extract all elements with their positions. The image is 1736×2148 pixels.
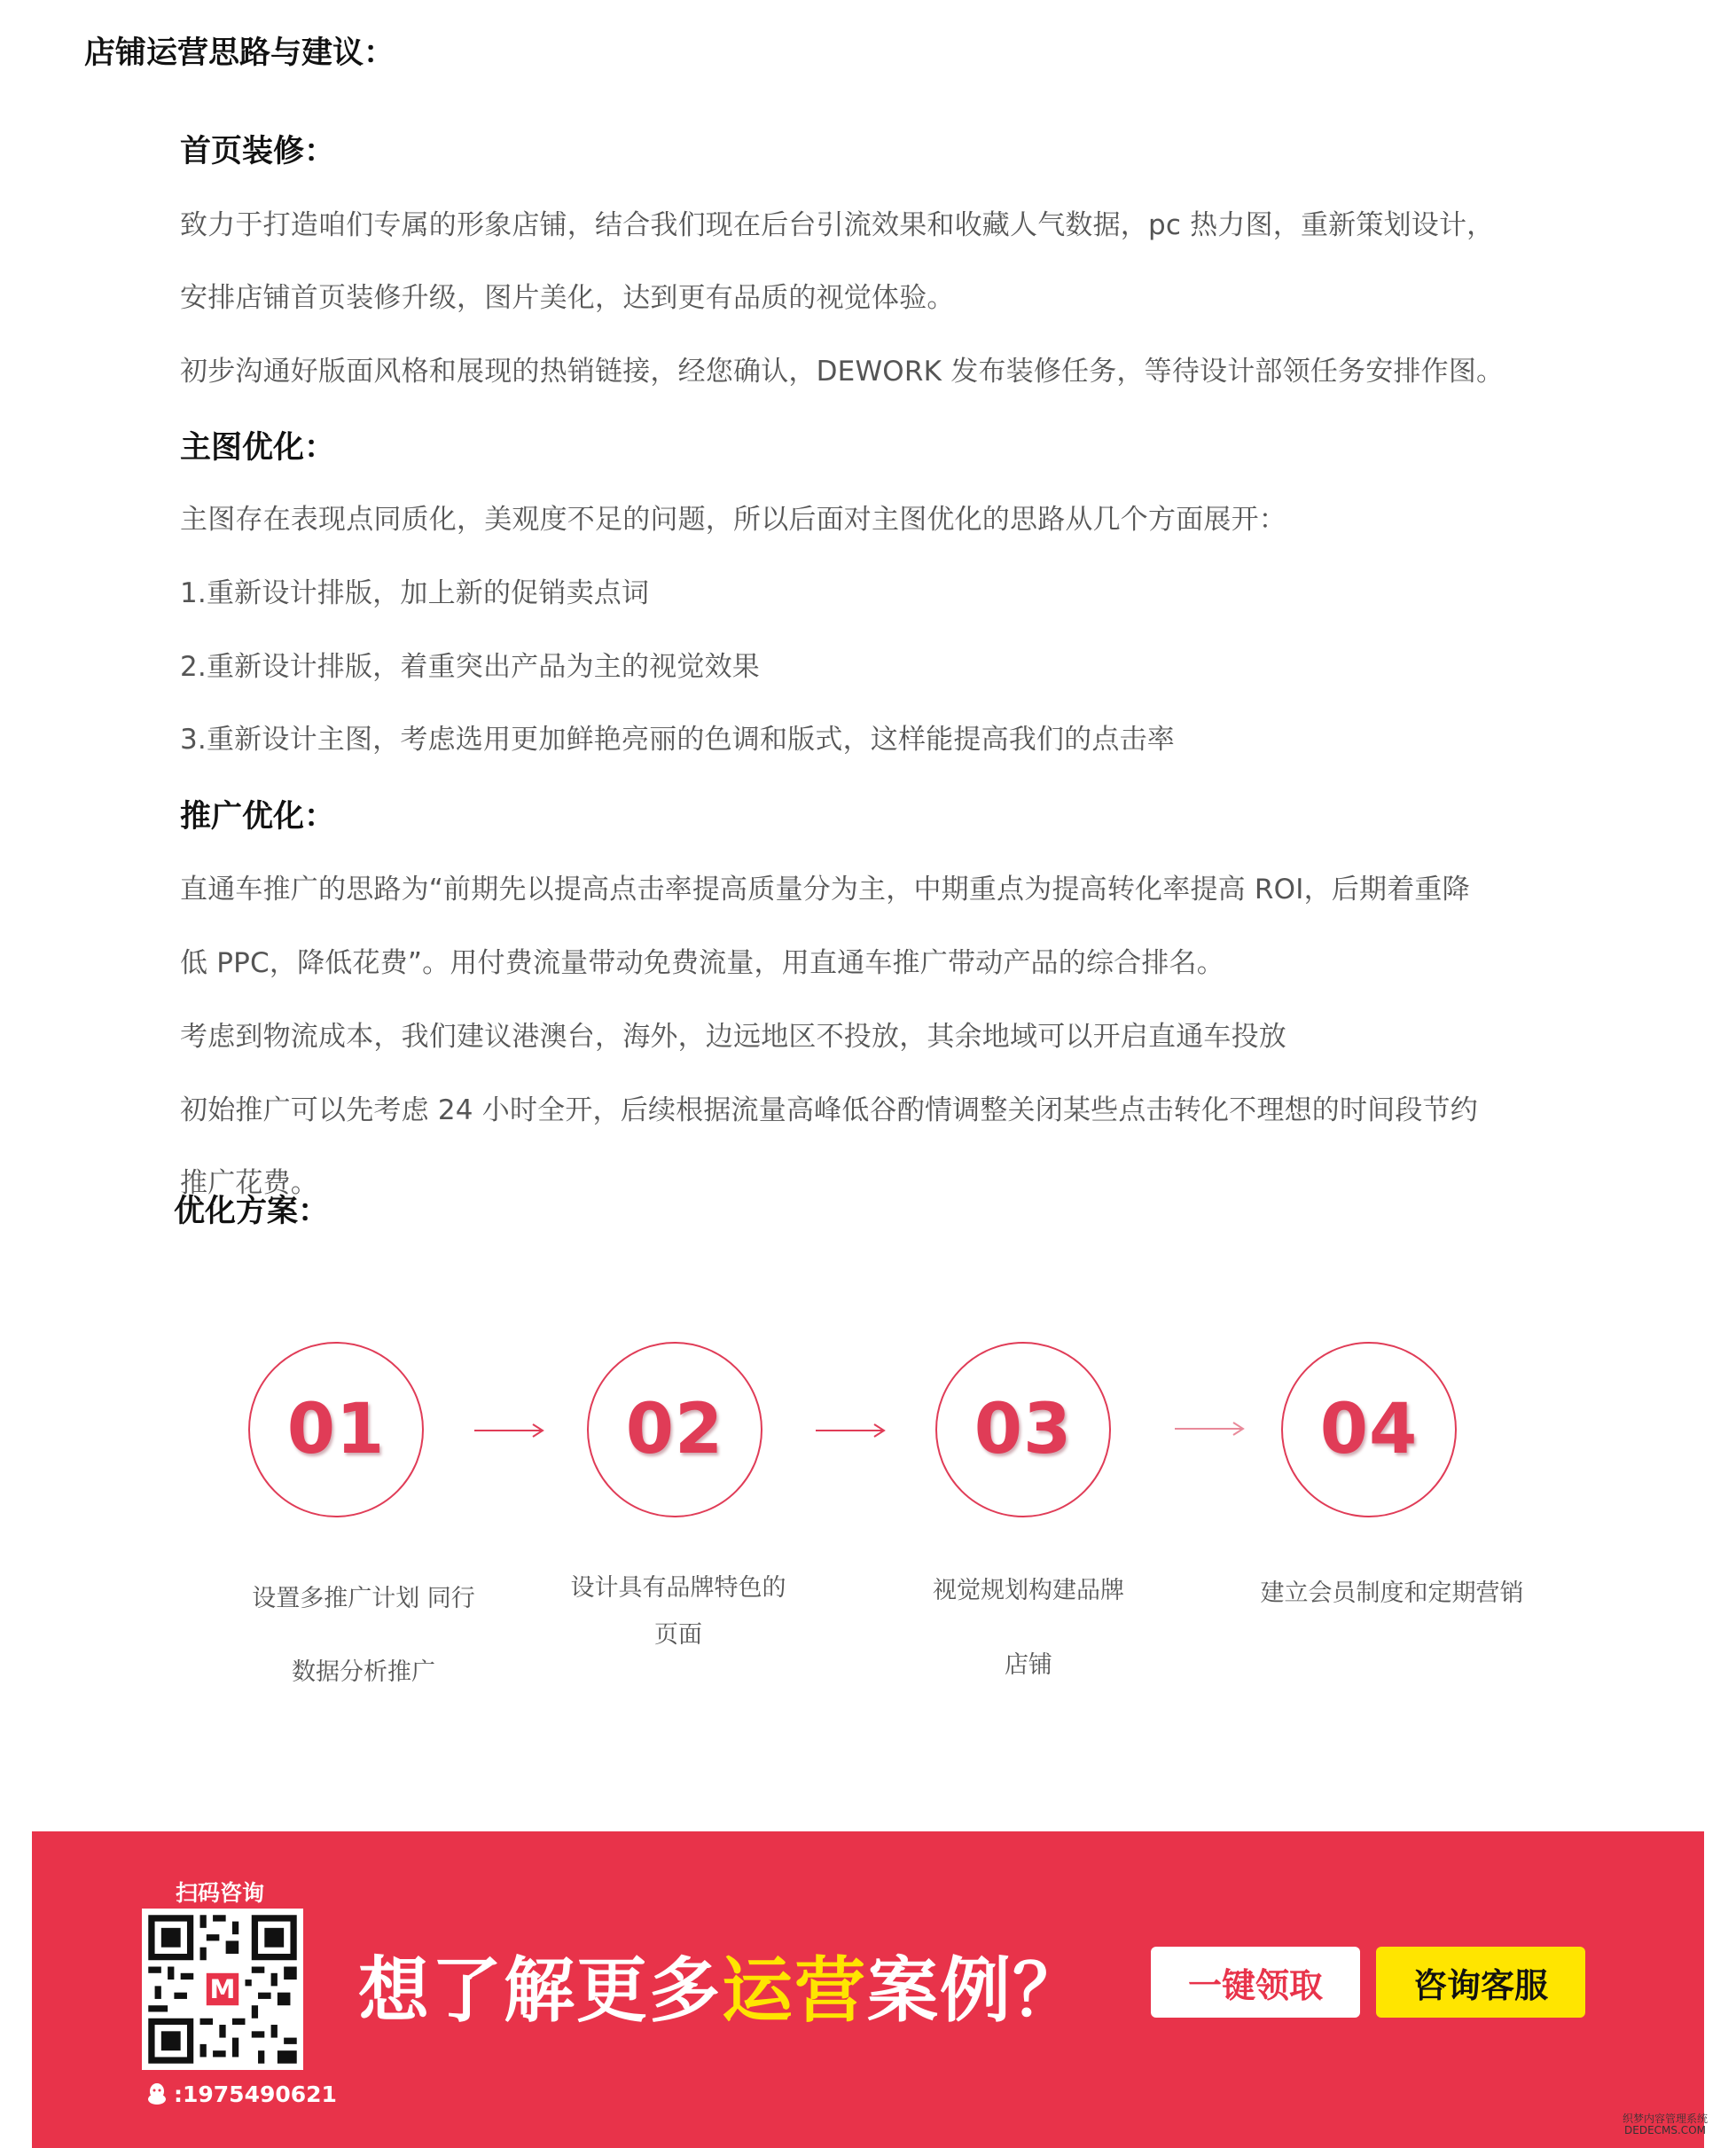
- banner-headline: [358, 1933, 1085, 2035]
- paragraph-line: 1.重新设计排版，加上新的促销卖点词: [180, 577, 650, 609]
- page-title: 店铺运营思路与建议：: [84, 35, 395, 71]
- headline-text: 想了解更多: [358, 1949, 722, 2032]
- get-now-button[interactable]: 一键领取: [1151, 1947, 1360, 2018]
- step-number: 01: [286, 1390, 386, 1470]
- paragraph-line: 初始推广可以先考虑 24 小时全开，后续根据流量高峰低谷酌情调整关闭某些点击转化不理想的时间段节约: [180, 1094, 1478, 1126]
- watermark-line: DEDECMS.COM: [1624, 2124, 1706, 2136]
- qq-penguin-icon: [144, 2081, 170, 2107]
- step-caption-02-line1: 设计具有品牌特色的: [570, 1574, 786, 1602]
- step-circle-03: [935, 1342, 1111, 1517]
- section-title-promotion: 推广优化：: [180, 799, 336, 835]
- step-number: 04: [1319, 1390, 1419, 1470]
- arrow-right-icon: [474, 1422, 545, 1439]
- paragraph-line: 初步沟通好版面风格和展现的热销链接，经您确认，DEWORK 发布装修任务，等待设计部领任务安排作图。: [180, 356, 1505, 388]
- arrow-right-icon: [1175, 1420, 1246, 1438]
- paragraph-line: 致力于打造咱们专属的形象店铺，结合我们现在后台引流效果和收藏人气数据，pc 热力图，重新策划设计，: [180, 209, 1495, 241]
- headline-text-end: 案例？: [867, 1949, 1085, 2032]
- step-caption-04: 建立会员制度和定期营销: [1260, 1580, 1524, 1607]
- svg-text:M: M: [209, 1974, 236, 2005]
- section-title-plan: 优化方案：: [174, 1194, 330, 1229]
- paragraph-line: 考虑到物流成本，我们建议港澳台，海外，边远地区不投放，其余地域可以开启直通车投放: [180, 1021, 1286, 1053]
- watermark-line: 织梦内容管理系统: [1623, 2113, 1709, 2125]
- step-number: 03: [974, 1390, 1073, 1470]
- qq-number: :1975490621: [174, 2081, 337, 2107]
- step-caption-03-line1: 视觉规划构建品牌: [933, 1577, 1124, 1604]
- consult-service-button[interactable]: 咨询客服: [1376, 1947, 1585, 2018]
- arrow-right-icon: [816, 1422, 887, 1439]
- headline-highlight: 运营: [722, 1949, 867, 2032]
- step-caption-01-line1: 设置多推广计划 同行: [252, 1585, 475, 1612]
- section-title-homepage: 首页装修：: [180, 134, 336, 169]
- section-title-main-image: 主图优化：: [180, 430, 336, 466]
- step-number: 02: [625, 1390, 724, 1470]
- watermark: [1623, 2113, 1708, 2136]
- paragraph-line: 直通车推广的思路为“前期先以提高点击率提高质量分为主，中期重点为提高转化率提高 ROI，后期着重降: [180, 874, 1470, 905]
- step-circle-01: [248, 1342, 424, 1517]
- paragraph-line: 推广花费。: [180, 1167, 318, 1199]
- step-caption-02-line2: 页面: [654, 1621, 702, 1649]
- paragraph-line: 2.重新设计排版，着重突出产品为主的视觉效果: [180, 651, 760, 683]
- paragraph-line: 安排店铺首页装修升级，图片美化，达到更有品质的视觉体验。: [180, 282, 955, 314]
- step-circle-04: [1281, 1342, 1457, 1517]
- step-caption-01-line2: 数据分析推广: [292, 1658, 435, 1686]
- paragraph-line: 3.重新设计主图，考虑选用更加鲜艳亮丽的色调和版式，这样能提高我们的点击率: [180, 724, 1175, 756]
- paragraph-line: 主图存在表现点同质化，美观度不足的问题，所以后面对主图优化的思路从几个方面展开：: [180, 504, 1286, 536]
- step-circle-02: [587, 1342, 762, 1517]
- step-caption-03-line2: 店铺: [1005, 1651, 1052, 1679]
- scan-label: 扫码咨询: [176, 1880, 265, 1906]
- qq-contact[interactable]: [144, 2081, 337, 2107]
- qr-code-icon[interactable]: [142, 1909, 303, 2070]
- paragraph-line: 低 PPC，降低花费”。用付费流量带动免费流量，用直通车推广带动产品的综合排名。: [180, 947, 1224, 979]
